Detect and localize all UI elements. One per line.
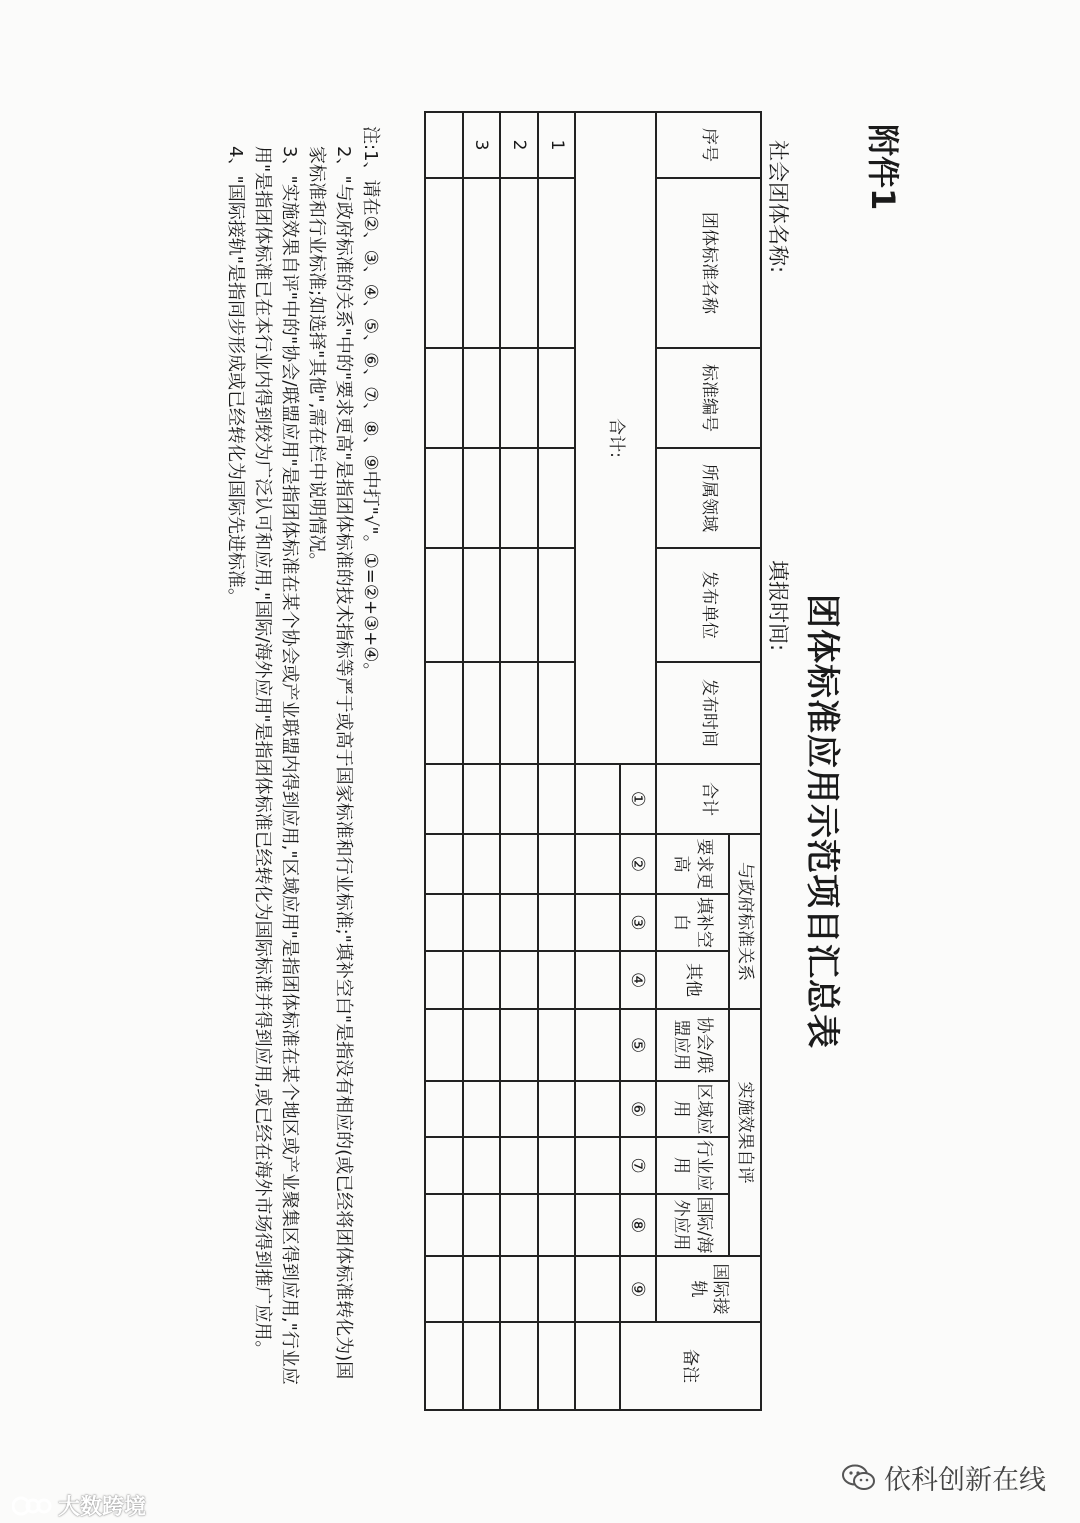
table-cell — [500, 1194, 538, 1256]
table-cell — [500, 1009, 538, 1081]
header-higher: 要求更高 — [656, 834, 729, 894]
table-cell — [425, 662, 463, 764]
table-cell — [500, 1081, 538, 1137]
table-cell — [538, 348, 576, 448]
table-cell — [500, 764, 538, 834]
table-cell — [425, 1194, 463, 1256]
header-standard-number: 标准编号 — [656, 348, 761, 448]
table-cell — [425, 548, 463, 662]
table-cell — [538, 764, 576, 834]
table-cell — [538, 178, 576, 348]
table-cell — [538, 448, 576, 548]
table-cell — [500, 1322, 538, 1410]
table-cell — [538, 548, 576, 662]
table-cell — [463, 1256, 501, 1322]
table-cell — [500, 178, 538, 348]
table-cell — [463, 1137, 501, 1194]
table-cell — [425, 1137, 463, 1194]
header-assoc: 协会/联盟应用 — [656, 1009, 729, 1081]
table-cell — [575, 894, 619, 951]
fill-time-label: 填报时间: — [766, 560, 790, 652]
table-cell — [463, 448, 501, 548]
attachment-label: 附件1 — [864, 124, 902, 211]
table-cell — [538, 1322, 576, 1410]
table-cell — [575, 1009, 619, 1081]
note-2: 2、"与政府标准的关系"中的"要求更高"是指团体标准的技术指标等严于或高于国家标准和行业标准;"填补空白"是指没有相应的(或已经将团体标准转化为)国家标准和行业标准;如选择"其他",需在栏中说明情况。 — [306, 146, 354, 1380]
table-cell — [538, 1081, 576, 1137]
table-cell — [575, 1137, 619, 1194]
table-cell — [538, 834, 576, 894]
header-intl-link: 国际接轨 — [656, 1256, 761, 1322]
brand-logo-icon — [12, 1493, 52, 1519]
table-row — [425, 112, 463, 1410]
table-cell — [575, 1322, 619, 1410]
table-cell — [500, 348, 538, 448]
table-cell — [538, 1009, 576, 1081]
table-header-row-1 — [729, 112, 761, 1410]
table-cell — [463, 348, 501, 448]
note-3: 3、"实施效果自评"中的"协会/联盟应用"是指团体标准在某个协会或产业联盟内得到应用,"区域应用"是指团体标准在某个地区或产业聚集区得到应用,"行业应用"是指团体标准已在本行业内得到较为广泛认可和应用,"国际/海外应用"是指团体标准已经转化为国际标准并得到应用,或已经在海外市场得到推广应用。 — [252, 146, 300, 1385]
table-cell — [575, 1081, 619, 1137]
table-cell — [500, 1137, 538, 1194]
wechat-icon — [842, 1464, 876, 1492]
table-cell — [463, 894, 501, 951]
table-cell — [463, 1009, 501, 1081]
table-cell — [538, 1194, 576, 1256]
table-cell — [538, 1137, 576, 1194]
row-seq: 1 — [538, 112, 576, 178]
watermark-brand-text: 大数跨境 — [58, 1495, 147, 1520]
table-cell — [575, 1194, 619, 1256]
table-cell — [463, 1194, 501, 1256]
table-cell — [575, 1256, 619, 1322]
circled-8: ⑧ — [620, 1194, 656, 1256]
table-row — [500, 112, 538, 1410]
circled-4: ④ — [620, 951, 656, 1009]
table-cell — [575, 951, 619, 1009]
table-cell — [463, 548, 501, 662]
header-remark: 备注 — [620, 1322, 761, 1410]
header-industry: 行业应用 — [656, 1137, 729, 1194]
table-row — [538, 112, 576, 1410]
header-relation-group: 与政府标准关系 — [729, 834, 761, 1009]
row-seq: 3 — [463, 112, 501, 178]
watermark-publisher — [842, 1458, 1046, 1497]
circled-1: ① — [620, 764, 656, 834]
header-intl-app: 国际/海外应用 — [656, 1194, 729, 1256]
table-cell — [425, 1322, 463, 1410]
table-cell — [425, 1081, 463, 1137]
circled-3: ③ — [620, 894, 656, 951]
table-cell — [463, 764, 501, 834]
table-cell — [425, 894, 463, 951]
table-cell — [500, 894, 538, 951]
header-fill-gap: 填补空白 — [656, 894, 729, 951]
table-cell — [425, 448, 463, 548]
table-row — [463, 112, 501, 1410]
sum-label-cell: 合计: — [575, 112, 656, 764]
table-cell — [538, 662, 576, 764]
watermark-publisher-text: 依科创新在线 — [884, 1465, 1046, 1496]
note-1: 注:1、请在②、③、④、⑤、⑥、⑦、⑧、⑨中打"√"。①=②+③+④。 — [360, 126, 381, 681]
table-cell — [425, 834, 463, 894]
table-cell — [575, 764, 619, 834]
circled-6: ⑥ — [620, 1081, 656, 1137]
table-cell — [463, 178, 501, 348]
table-cell — [425, 1256, 463, 1322]
header-region: 区域应用 — [656, 1081, 729, 1137]
note-4: 4、"国际接轨"是指同步形成或已经转化为国际先进标准。 — [225, 146, 246, 607]
table-cell — [463, 1081, 501, 1137]
table-cell — [463, 951, 501, 1009]
watermark-brand — [12, 1490, 146, 1521]
document-title: 团体标准应用示范项目汇总表 — [802, 594, 842, 1049]
row-seq: 2 — [500, 112, 538, 178]
notes-section — [222, 126, 384, 1396]
table-cell — [463, 662, 501, 764]
table-cell — [538, 951, 576, 1009]
table-cell — [538, 1256, 576, 1322]
table-cell — [538, 894, 576, 951]
table-cell — [500, 951, 538, 1009]
table-cell — [425, 1009, 463, 1081]
summary-table — [424, 111, 762, 1411]
table-cell — [575, 834, 619, 894]
table-cell — [425, 951, 463, 1009]
circled-9: ⑨ — [620, 1256, 656, 1322]
table-cell — [500, 1256, 538, 1322]
table-cell — [500, 662, 538, 764]
header-field: 所属领域 — [656, 448, 761, 548]
circled-7: ⑦ — [620, 1137, 656, 1194]
header-impl-group: 实施效果自评 — [729, 1009, 761, 1256]
circled-2: ② — [620, 834, 656, 894]
table-cell — [425, 764, 463, 834]
header-standard-name: 团体标准名称 — [656, 178, 761, 348]
table-cell — [425, 178, 463, 348]
table-cell — [500, 448, 538, 548]
table-cell — [425, 112, 463, 178]
header-issue-date: 发布时间 — [656, 662, 761, 764]
header-issuer: 发布单位 — [656, 548, 761, 662]
header-total: 合计 — [656, 764, 761, 834]
table-cell — [463, 834, 501, 894]
table-cell — [425, 348, 463, 448]
header-seq: 序号 — [656, 112, 761, 178]
table-circled-row — [620, 112, 656, 1410]
circled-5: ⑤ — [620, 1009, 656, 1081]
table-cell — [463, 1322, 501, 1410]
table-cell — [500, 548, 538, 662]
header-other: 其他 — [656, 951, 729, 1009]
org-name-label: 社会团体名称: — [766, 140, 790, 274]
table-cell — [500, 834, 538, 894]
